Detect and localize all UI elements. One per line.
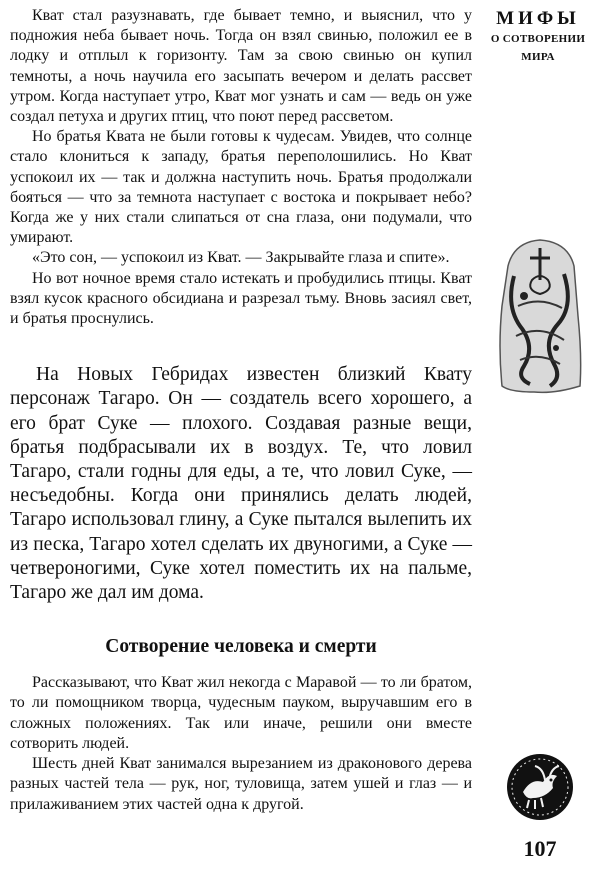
runestone-image — [494, 236, 586, 396]
paragraph-kvat-darkness: Кват стал разузнавать, где бывает темно, и выяснил, что у подножия неба бывает ночь. Тогда он взял свинью, положил ее в лодку и отплыл к горизонту. Там за свою свинью он купил темноты, а ночь научила его засыпать вечером и делать рассвет утром. Когда наступает утро, Кват мог узнать и сам — ведь он уже создал петуха и других птиц, что поют перед рассветом. — [10, 7, 472, 126]
paragraph-marava: Рассказывают, что Кват жил некогда с Маравой — то ли братом, то ли помощником творца, чудесным пауком, выручавшим его в сложных положениях. Так или иначе, решили они вместе сотворить людей. — [10, 674, 472, 752]
paragraph-brothers-fear: Но братья Квата не были готовы к чудесам. Увидев, что солнце стало клониться к западу, братья переполошились. Но Кват успокоил их — так и должна наступить ночь. Братья продолжали бояться — что за темнота наступает с востока и покрывает небо? Когда же у них стали слипаться от сна глаза, они подумали, что умирают. — [10, 128, 472, 247]
paragraph-six-days: Шесть дней Кват занимался вырезанием из драконового дерева разных частей тела — рук, ног, туловища, затем ушей и глаз — и прилаживанием этих частей одна к другой. — [10, 755, 472, 813]
sidebar-header — [482, 8, 594, 66]
sidebar-subtitle-1: О СОТВОРЕНИИ — [490, 33, 586, 45]
main-text-column — [10, 6, 472, 815]
page-number: 107 — [523, 836, 557, 861]
paragraph-tagaro: На Новых Гебридах известен близкий Квату персонаж Тагаро. Он — создатель всего хорошего, а его брат Суке — плохого. Создавая разные вещи, братья подбрасывали их в воздух. Те, что ловил Тагаро, стали годны для еды, а те, что ловил Суке, — несъедобны. Когда они принялись делать людей, Тагаро использовал глину, а Суке пытался вылепить их из песка, Тагаро хотел сделать их двуногими, а Суке — четвероногими, Суке хотел поместить их на пальме, Тагаро же дал им дома. — [10, 364, 472, 604]
section-heading: Сотворение человека и смерти — [105, 636, 377, 658]
paragraph-obsidian: Но вот ночное время стало истекать и пробудились птицы. Кват взял кусок красного обсидиана и разрезал тьму. Вновь засиял свет, и братья проснулись. — [10, 269, 472, 328]
paragraph-sleep-quote: «Это сон, — успокоил из Кват. — Закрывайте глаза и спите». — [32, 249, 450, 267]
bird-emblem-icon — [505, 752, 575, 822]
sidebar-subtitle-2: МИРА — [521, 51, 555, 63]
sidebar-title: МИФЫ — [496, 8, 580, 29]
